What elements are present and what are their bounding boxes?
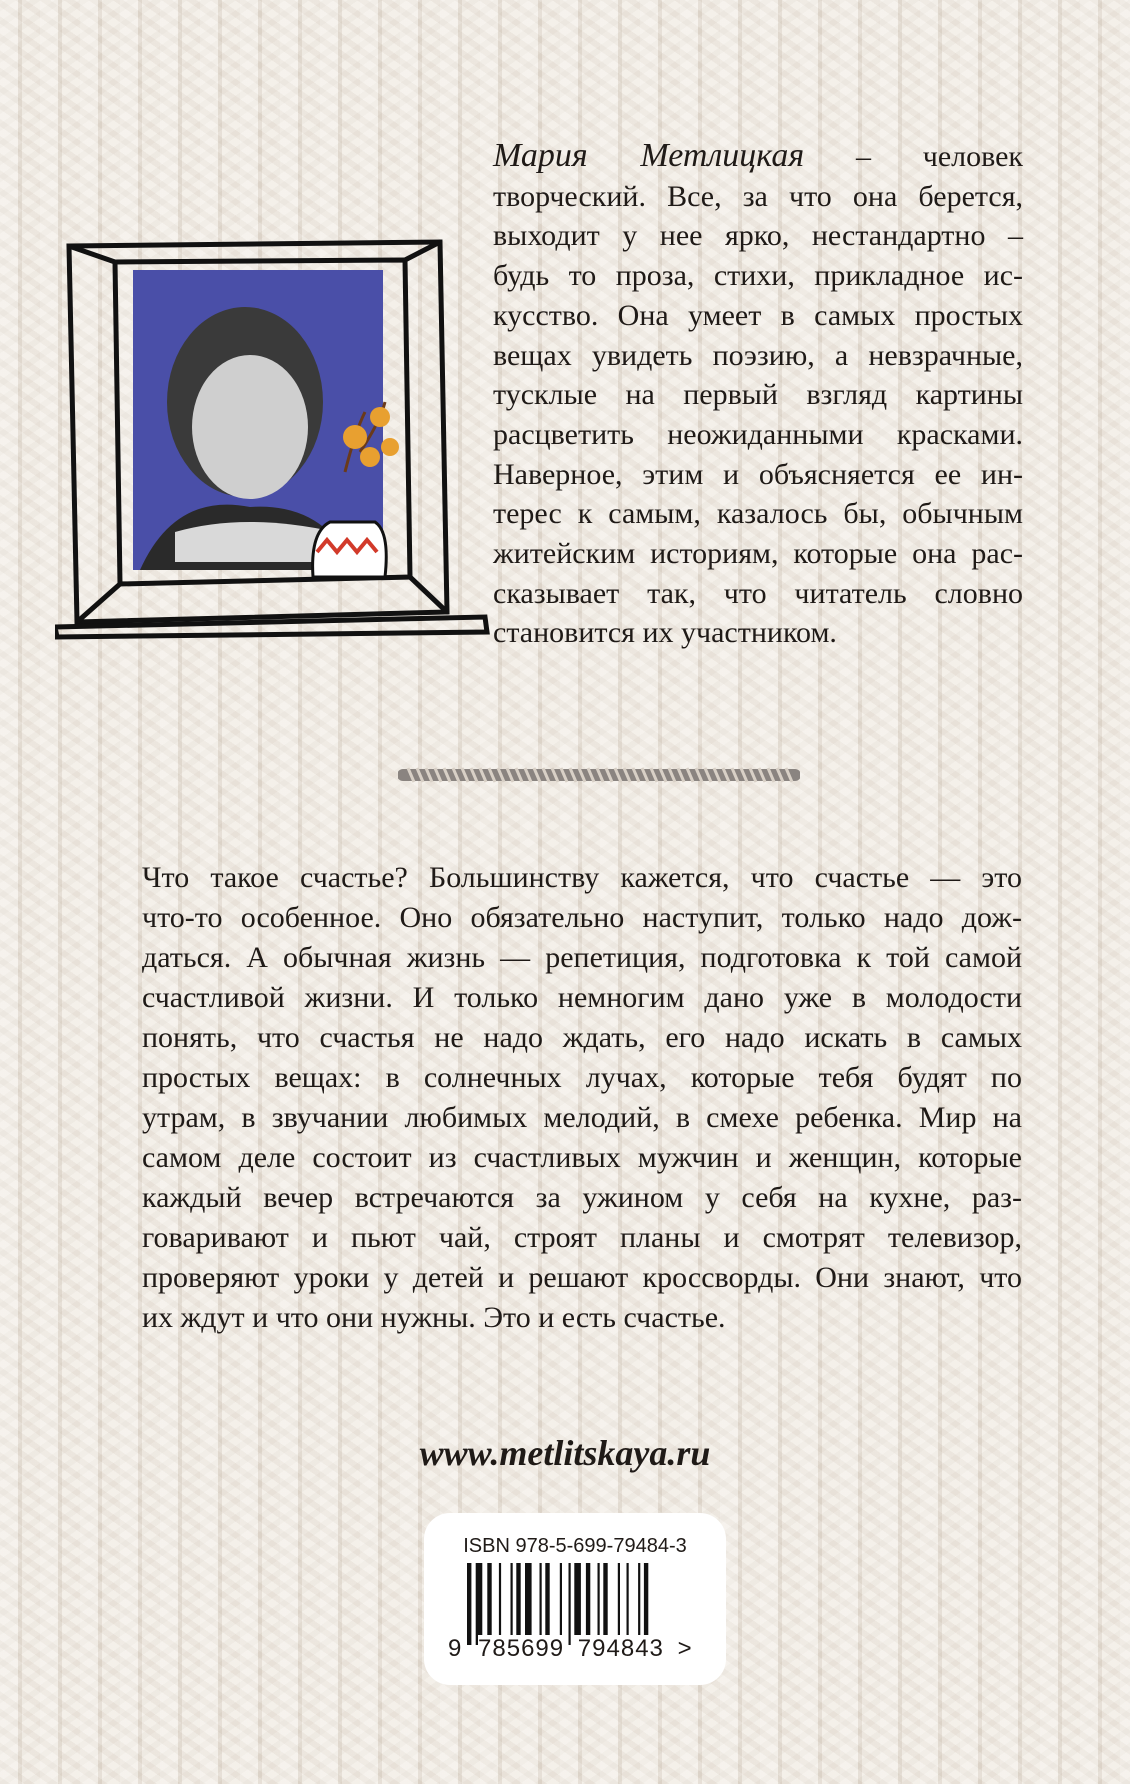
website-link[interactable]: www.metlitskaya.ru <box>419 1433 711 1473</box>
annotation-line: понять, что счастья не надо ждать, его надо искать в самых <box>142 1021 1022 1054</box>
barcode-bar <box>586 1563 590 1635</box>
barcode-bar <box>638 1563 640 1645</box>
barcode-bar <box>499 1563 501 1635</box>
annotation-line: простых вещах: в солнечных лучах, которые тебя будят по <box>142 1061 1022 1094</box>
barcode-bar <box>560 1563 562 1645</box>
bio-line: вещах увидеть поэзию, а невзрачные, <box>493 338 1023 372</box>
annotation-line: что-то особенное. Оно обязательно наступит, только надо дож- <box>142 901 1022 934</box>
barcode-marker: > <box>677 1635 693 1662</box>
barcode-bar <box>603 1563 607 1635</box>
barcode-group-1: 785699 <box>478 1635 565 1662</box>
barcode-bar <box>627 1563 629 1635</box>
barcode-bar <box>574 1563 581 1635</box>
bio-line: терес к самым, казалось бы, обычным <box>493 497 1023 531</box>
bio-line: выходит у нее ярко, нестандартно – <box>493 219 1023 253</box>
bio-line: тусклые на первый взгляд картины <box>493 378 1023 412</box>
barcode-first-digit: 9 <box>448 1635 463 1662</box>
isbn-barcode-block <box>424 1513 726 1685</box>
bio-line: творческий. Все, за что она берется, <box>493 179 1023 213</box>
annotation-line: даться. А обычная жизнь — репетиция, подготовка к той самой <box>142 941 1022 974</box>
annotation-line: утрам, в звучании любимых мелодий, в смехе ребенка. Мир на <box>142 1101 1022 1134</box>
bio-line: расцветить неожиданными красками. <box>493 417 1023 451</box>
barcode-bar <box>598 1563 600 1635</box>
author-name: Мария Метлицкая <box>493 137 805 174</box>
barcode-bar <box>487 1563 491 1635</box>
annotation-line: счастливой жизни. И только немногим дано уже в молодости <box>142 981 1022 1014</box>
barcode-bar <box>618 1563 620 1635</box>
bio-line: сказывает так, что читатель словно <box>493 576 1023 610</box>
rope-divider <box>398 752 800 798</box>
barcode-digits <box>448 1635 693 1663</box>
author-photo-window-illustration <box>55 232 495 717</box>
barcode-bar <box>545 1563 549 1635</box>
isbn-label: ISBN 978-5-699-79484-3 <box>463 1535 687 1557</box>
barcode-bar <box>516 1563 520 1635</box>
barcode-bar <box>467 1563 471 1645</box>
annotation-line: каждый вечер встречаются за ужином у себя на кухне, раз- <box>142 1181 1022 1214</box>
annotation-line: Что такое счастье? Большинству кажется, что счастье — это <box>142 861 1022 894</box>
bio-line: Наверное, этим и объясняется ее ин- <box>493 457 1023 491</box>
barcode-bar <box>540 1563 542 1635</box>
annotation-line: их ждут и что они нужны. Это и есть счастье. <box>142 1301 726 1334</box>
barcode-bar <box>525 1563 532 1635</box>
barcode-bar <box>476 1563 483 1645</box>
barcode <box>467 1563 685 1645</box>
bio-line: кусство. Она умеет в самых простых <box>493 298 1023 332</box>
bio-line: – человек <box>804 140 1023 173</box>
bio-line: будь то проза, стихи, прикладное ис- <box>493 259 1023 293</box>
bio-line: житейским историям, которые она рас- <box>493 537 1023 571</box>
barcode-bar <box>644 1563 648 1645</box>
bio-line: становится их участником. <box>493 616 837 650</box>
barcode-bar <box>511 1563 513 1635</box>
barcode-group-2: 794843 <box>577 1635 664 1662</box>
book-annotation <box>142 858 1022 1338</box>
annotation-line: самом деле состоит из счастливых мужчин и женщин, которые <box>142 1141 1022 1174</box>
author-bio <box>493 136 1023 653</box>
annotation-line: говаривают и пьют чай, строят планы и смотрят телевизор, <box>142 1221 1022 1254</box>
annotation-line: проверяют уроки у детей и решают кроссворды. Они знают, что <box>142 1261 1022 1294</box>
barcode-bar <box>569 1563 571 1645</box>
